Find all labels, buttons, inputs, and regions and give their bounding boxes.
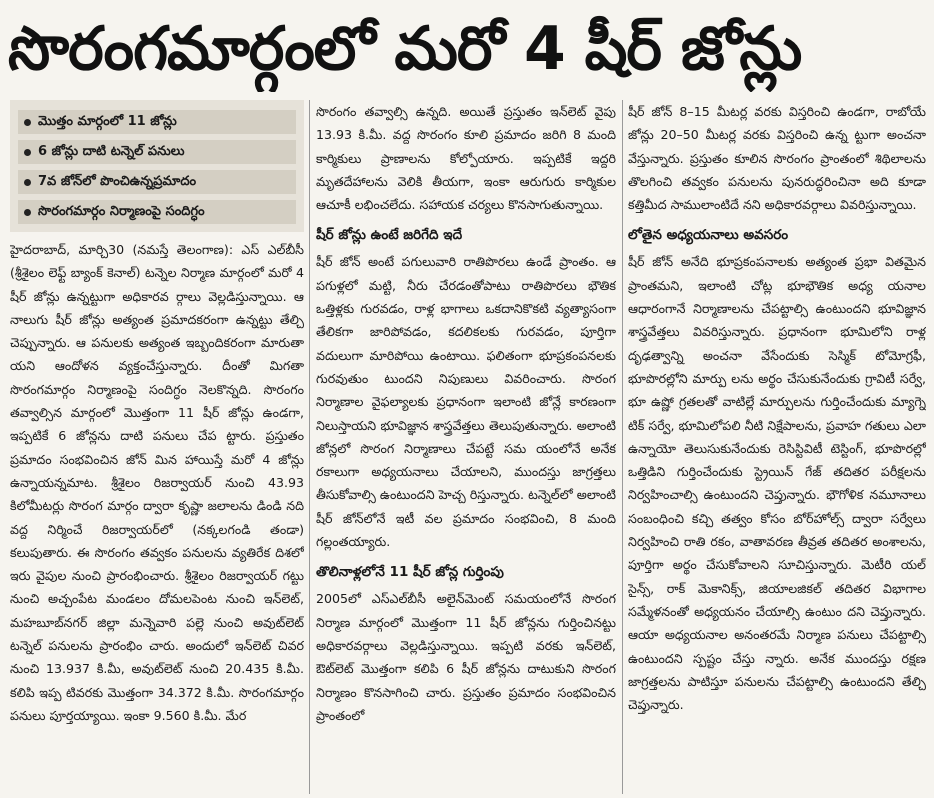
body-paragraph: సొరంగం తవ్వాల్సి ఉన్నది. అయితే ప్రస్తుతం ఇన్‌లెట్ వైపు 13.93 కి.మీ. వద్ద సొరంగం కూలి ప్రమాదం జరిగి 8 మంది కార్మికులు ప్రాణాలను కోల్పోయారు. ఇప్పటికే ఇద్దరి మృతదేహాలను వెలికి తీయగా, ఇంకా ఆరుగురు కార్మికుల ఆచూకీ లభించలేదు. సహాయక చర్యలు కొనసాగుతున్నాయి. [316,104,616,213]
bullet-icon [24,149,31,156]
subheading: లోతైన అధ్యయనాలు అవసరం [628,227,789,244]
highlights-box [10,100,304,232]
column-divider [622,100,623,794]
column-divider [309,100,310,794]
headline: సొరంగమార్గంలో మరో 4 షీర్ జోన్లు [8,14,802,84]
subheading: షీర్ జోన్లు ఉంటే జరిగేది ఇదే [316,227,463,244]
highlight-item: 6 జోన్లు దాటి టన్నెల్ పనులు [18,140,296,164]
body-paragraph: 2005లో ఎస్‌ఎల్‌బీసీ అలైన్‌మెంట్ సమయంలోనే సొరంగ నిర్మాణ మార్గంలో మొత్తంగా 11 షీర్ జోన్లను గుర్తించినట్టు అధికారవర్గాలు వెల్లడిస్తున్నాయి. ఇప్పటి వరకు ఇన్‌లెట్, ఔట్‌లెట్ మొత్తంగా కలిపి 6 షీర్ జోన్లను దాటుకుని సొరంగ నిర్మాణం కొనసాగించి చారు. ప్రస్తుతం ప్రమాదం సంభవించిన ప్రాంతంలో [316,591,616,723]
subheading: తొలినాళ్లలోనే 11 షీర్ జోన్ల గుర్తింపు [316,564,504,581]
body-paragraph: షీర్ జోన్ అనేది భూప్రకంపనాలకు అత్యంత ప్రభా వితమైన ప్రాంతమని, ఇలాంటి చోట్ల భూభౌతిక అధ్య యనాల ఆధారంగానే నిర్మాణాలను చేపట్టాల్సి ఉంటుందని భూవిజ్ఞాన శాస్త్రవేత్తలు వివరిస్తున్నారు. ప్రధానంగా భూమిలోని రాళ్ల దృఢత్వాన్ని అంచనా వేసేందుకు సెస్మిక్ టోమోగ్రఫీ, భూపొరల్లోని మార్పు లను అర్థం చేసుకునేందుకు గ్రావిటీ సర్వే, భూ ఉష్ణో గ్రతలతో వాటిల్లే మార్పులను గుర్తించేందుకు మ్యాగ్నె టిక్ సర్వే, భూమిలోపలి నీటి నిక్షేపాలను, ప్రవాహ గతులు ఎలా ఉన్నాయో తెలుసుకునేందుకు రెసిస్టివిటీ టెస్టింగ్, భూపొరల్లో ఒత్తిడిని గుర్తించేందుకు స్ట్రెయిన్ గేజ్ తదితర పరీక్షలను నిర్వహించాల్సి ఉంటుందని చెప్తున్నారు. భౌగోళిక నమూనాలు సంబంధించి కచ్చి తత్వం కోసం బోర్‌హోల్స్ ద్వారా సర్వేలు నిర్వహించి రాతి రకం, వాతావరణ తీవ్రత తదితర అంశాలను, పూర్తిగా అర్థం చేసుకోవాలని సూచిస్తున్నారు. మెటీరి యల్ సైన్స్, రాక్ మెకానిక్స్, జియాలజికల్ తదితర విభాగాల సమ్మేళనంతో అధ్యయనం చేయాల్సి ఉంటుం దని చెప్తున్నారు. ఆయా అధ్యయనాల అనంతరమే నిర్మాణ పనులు చేపట్టాల్సి ఉంటుందని స్పష్టం చేస్తు న్నారు. అనేక ముందస్తు రక్షణ జాగ్రత్తలను పాటిస్తూ పనులను చేపట్టాల్సి ఉంటుందని తేల్చి చెప్తున్నారు. [628,254,926,713]
bullet-icon [24,119,31,126]
article-column-3 [628,100,926,794]
article-column-2 [316,100,616,794]
body-paragraph: హైదరాబాద్, మార్చి30 (నమస్తే తెలంగాణ): ఎస్ ఎల్‌బీసీ (శ్రీశైలం లెఫ్ట్ బ్యాంక్ కెనాల్) టన్నెల నిర్మాణ మార్గంలో మరో 4 షీర్ జోన్లు ఉన్నట్టుగా అధికారవ ర్గాలు వెల్లడిస్తున్నాయి. ఆ నాలుగు షీర్ జోన్లు అత్యంత ప్రమాదకరంగా ఉన్నట్టు తేల్చి చెప్పున్నారు. ఆ పనులకు అత్యంత ఇబ్బందికరంగా మారుతా యని ఆందోళన వ్యక్తంచేస్తున్నారు. దీంతో మిగతా సొరంగమార్గం నిర్మాణంపై సందిగ్ధం నెలకొన్నది. సొరంగం తవ్వాల్సిన మార్గంలో మొత్తంగా 11 షీర్ జోన్లు ఉండగా, ఇప్పటికే 6 జోన్లను దాటి పనులు చేప ట్టారు. ప్రస్తుతం ప్రమాదం సంభవించిన జోన్ మిన హాయిస్తే మరో 4 జోన్లు ఉన్నాయన్నమాట. శ్రీశైలం రిజర్వాయర్ నుంచి 43.93 కిలోమీటర్లు సొరంగ మార్గం ద్వారా కృష్ణా జలాలను డిండి నది వద్ద నిర్మించే రిజర్వాయర్‌లో (నక్కలగండి తండా) కలుపుతారు. ఈ సొరంగం తవ్వకం పనులను వ్యతిరేక దిశలో ఇరు వైపుల నుంచి ప్రారంభించారు. శ్రీశైలం రిజర్వాయర్ గట్టు నుంచి అచ్చంపేట మండలం దోమలపెంట నుంచి ఇన్‌లెట్, మహబూబ్‌నగర్ జిల్లా మన్నెవారి పల్లె నుంచి అవుట్‌లెట్ టన్నెల్ పనులను ప్రారంభిం చారు. అందులో ఇన్‌లెట్ చివర నుంచి 13.937 కి.మీ, అవుట్‌లెట్ నుంచి 20.435 కి.మీ. కలిపి ఇప్ప టివరకు మొత్తంగా 34.372 కి.మీ. సొరంగమార్గం పనులు పూర్తయ్యాయి. ఇంకా 9.560 కి.మీ. మేర [10,242,304,723]
bullet-icon [24,209,31,216]
body-paragraph: షీర్ జోన్ అంటే పగులువారి రాతిపొరలు ఉండే ప్రాంతం. ఆ పగుళ్లలో మట్టి, నీరు చేరడంతోపాటు రాతిపొరలు భౌతిక ఒత్తిళ్లకు గురవడం, రాళ్ల భాగాలు ఒకదానికొకటి వ్యత్యాసంగా తేలికగా జారిపోవడం, కదలికలకు గురవడం, పూర్తిగా వదులుగా మారిపోయి ఉంటాయి. ఫలితంగా భూప్రకంపనలకు గురవుతుం టుందని నిపుణులు వివరించారు. సొరంగ నిర్మాణాల వైఫల్యాలకు ప్రధానంగా ఇలాంటి జోన్లే కారణంగా నిలుస్తాయని భూవిజ్ఞాన శాస్త్రవేత్తలు తెలుపుతున్నారు. అలాంటి జోన్లలో సొరంగ నిర్మాణాలు చేపట్టే సమ యంలోనే అనేక రకాలుగా అధ్యయనాలు చేయాలని, ముందస్తు జాగ్రత్తలు తీసుకోవాల్సి ఉంటుందని హెచ్చ రిస్తున్నారు. టన్నెల్‌లో అలాంటి షీర్ జోన్‌లోనే ఇటీ వల ప్రమాదం సంభవించి, 8 మంది గల్లంతయ్యారు. [316,254,616,550]
body-paragraph: షీర్ జోన్ 8–15 మీటర్ల వరకు విస్తరించి ఉండగా, రాబోయే జోన్లు 20–50 మీటర్ల వరకు విస్తరించి ఉన్న ట్టుగా అంచనా వేస్తున్నారు. ప్రస్తుతం కూలిన సొరంగం ప్రాంతంలో శిథిలాలను తొలగించి తవ్వకం పనులను పునరుద్ధరించినా అది కూడా కత్తిమీద సాములాంటిదే నని అధికారవర్గాలు వివరిస్తున్నాయి. [628,104,926,213]
highlight-item: 7వ జోన్‌లో పొంచిఉన్నప్రమాదం [18,170,296,194]
article-column-1 [10,100,304,794]
bullet-icon [24,179,31,186]
highlight-item: సొరంగమార్గం నిర్మాణంపై సందిగ్ధం [18,200,296,224]
highlight-item: మొత్తం మార్గంలో 11 జోన్లు [18,110,296,134]
